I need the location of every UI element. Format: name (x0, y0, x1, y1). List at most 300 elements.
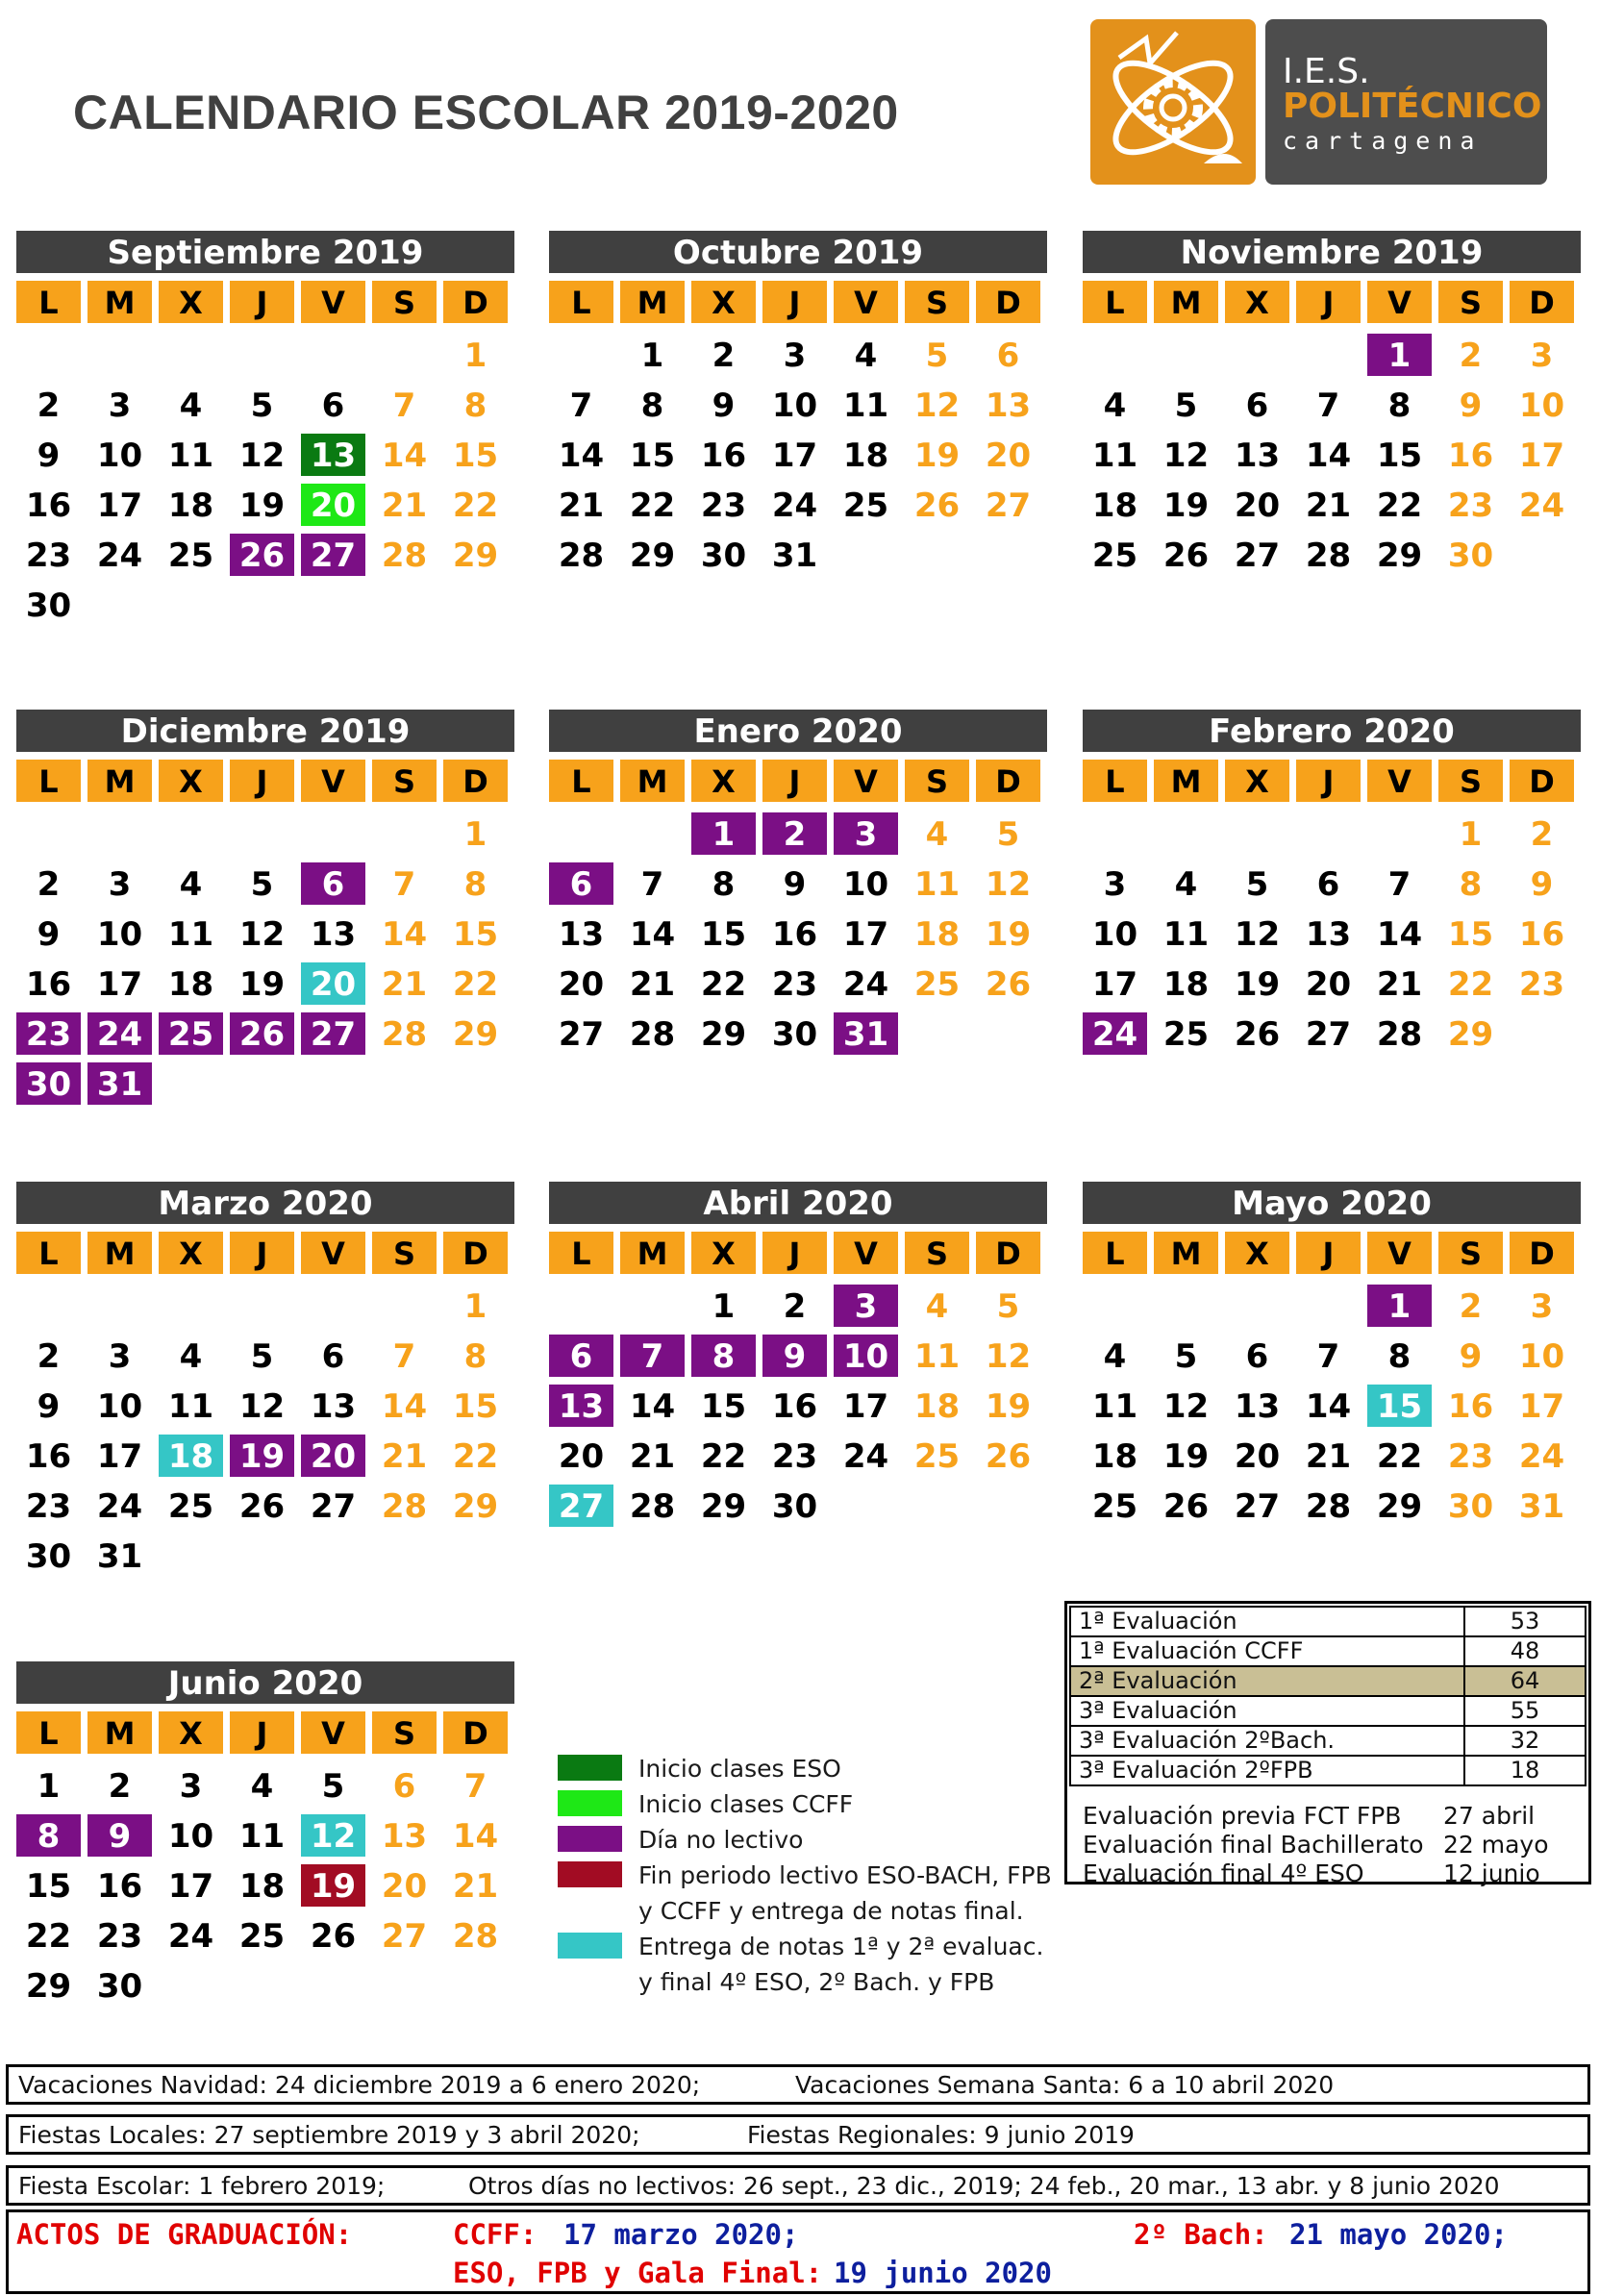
calendar-day: 26 (1162, 1487, 1210, 1526)
calendar-day: 6 (549, 862, 613, 905)
calendar-day: 7 (1387, 865, 1412, 904)
calendar-empty-cell (159, 1964, 223, 2007)
evaluation-summary (1064, 1601, 1591, 1887)
calendar-day: 21 (558, 487, 605, 525)
calendar-day: 22 (700, 1437, 747, 1476)
calendar-day: 14 (629, 1387, 676, 1426)
calendar-day: 13 (310, 1387, 357, 1426)
evaluation-notes (1083, 1802, 1583, 1888)
weekday-label: X (159, 1711, 223, 1754)
calendar-day: 24 (842, 1437, 889, 1476)
calendar-empty-cell (16, 334, 81, 376)
calendar-day: 11 (1162, 915, 1210, 954)
calendar-day: 23 (96, 1917, 143, 1956)
weekday-label: V (834, 281, 898, 323)
month-days (1083, 331, 1581, 581)
calendar-day: 1 (463, 1287, 487, 1326)
month-calendar (1083, 231, 1581, 581)
calendar-day: 9 (1459, 387, 1483, 425)
calendar-week (16, 1282, 514, 1332)
calendar-empty-cell (1154, 812, 1218, 855)
weekday-label: S (372, 1711, 437, 1754)
calendar-day: 21 (1305, 487, 1352, 525)
calendar-day: 14 (1305, 437, 1352, 475)
calendar-day: 15 (629, 437, 676, 475)
calendar-week (549, 381, 1047, 431)
calendar-week (1083, 810, 1581, 860)
calendar-day: 29 (629, 537, 676, 575)
calendar-day: 20 (1234, 487, 1281, 525)
weekday-label: V (834, 1232, 898, 1274)
calendar-day: 24 (167, 1917, 214, 1956)
calendar-day: 2 (783, 1287, 807, 1326)
calendar-day: 19 (913, 437, 961, 475)
calendar-week (1083, 1282, 1581, 1332)
calendar-day: 21 (1376, 965, 1423, 1004)
calendar-week (549, 810, 1047, 860)
calendar-day: 3 (108, 865, 132, 904)
month-days (16, 810, 514, 1110)
calendar-day: 27 (1305, 1015, 1352, 1054)
calendar-day: 25 (167, 1487, 214, 1526)
calendar-day: 1 (37, 1767, 61, 1806)
evaluation-days: 53 (1464, 1607, 1586, 1636)
month-calendar (1083, 1182, 1581, 1532)
calendar-day: 14 (381, 1387, 428, 1426)
otros-dias-no-lectivos: Otros días no lectivos: 26 sept., 23 dic., 2019; 24 feb., 20 mar., 13 abr. y 8 junio 2020 (468, 2172, 1500, 2200)
calendar-day: 11 (913, 1337, 961, 1376)
month-days (16, 1282, 514, 1582)
graduation-eso-date: 19 junio 2020 (834, 2257, 1052, 2289)
calendar-day: 13 (381, 1817, 428, 1856)
month-calendar (549, 231, 1047, 581)
graduation-bach-label: 2º Bach: (1134, 2218, 1268, 2251)
calendar-day: 14 (629, 915, 676, 954)
calendar-week (16, 381, 514, 431)
calendar-day: 15 (452, 1387, 499, 1426)
calendar-empty-cell (159, 1535, 223, 1577)
calendar-week (1083, 331, 1581, 381)
calendar-day: 6 (1316, 865, 1340, 904)
calendar-day: 22 (1376, 1437, 1423, 1476)
calendar-day: 6 (301, 862, 365, 905)
calendar-day: 22 (1376, 487, 1423, 525)
calendar-week (16, 531, 514, 581)
calendar-empty-cell (372, 584, 437, 626)
weekday-label: V (834, 760, 898, 802)
calendar-day: 10 (1518, 1337, 1565, 1376)
calendar-day: 21 (381, 1437, 428, 1476)
calendar-week (1083, 910, 1581, 960)
month-title: Enero 2020 (549, 710, 1047, 752)
weekday-label: X (1225, 760, 1289, 802)
calendar-empty-cell (1083, 1285, 1147, 1327)
calendar-day: 9 (1530, 865, 1554, 904)
calendar-day: 12 (238, 437, 286, 475)
calendar-day: 4 (925, 815, 949, 854)
calendar-day: 16 (700, 437, 747, 475)
calendar-day: 15 (700, 915, 747, 954)
calendar-day: 3 (834, 812, 898, 855)
calendar-day: 10 (96, 915, 143, 954)
weekday-label: X (159, 760, 223, 802)
calendar-empty-cell (834, 1485, 898, 1527)
calendar-week (1083, 1382, 1581, 1432)
evaluation-note (1083, 1859, 1583, 1888)
calendar-empty-cell (620, 812, 685, 855)
calendar-day: 6 (549, 1335, 613, 1377)
weekday-label: D (976, 281, 1040, 323)
calendar-day: 28 (629, 1015, 676, 1054)
calendar-day: 13 (310, 915, 357, 954)
month-title: Noviembre 2019 (1083, 231, 1581, 273)
calendar-empty-cell (1296, 334, 1361, 376)
calendar-week (16, 431, 514, 481)
calendar-day: 2 (712, 337, 736, 375)
weekday-label: M (1154, 281, 1218, 323)
logo-emblem-icon (1090, 19, 1256, 185)
weekday-header (1083, 281, 1581, 323)
weekday-label: S (1438, 760, 1503, 802)
calendar-day: 11 (167, 1387, 214, 1426)
calendar-day: 25 (842, 487, 889, 525)
calendar-week (16, 860, 514, 910)
month-days (1083, 1282, 1581, 1532)
calendar-day: 12 (238, 915, 286, 954)
calendar-day: 18 (1162, 965, 1210, 1004)
calendar-day: 10 (834, 1335, 898, 1377)
calendar-day: 17 (96, 1437, 143, 1476)
calendar-empty-cell (159, 812, 223, 855)
calendar-day: 28 (1376, 1015, 1423, 1054)
calendar-empty-cell (1154, 1285, 1218, 1327)
calendar-week (1083, 1432, 1581, 1482)
calendar-day: 20 (301, 484, 365, 526)
calendar-week (16, 1861, 514, 1911)
calendar-empty-cell (1083, 812, 1147, 855)
calendar-week (16, 1961, 514, 2011)
calendar-day: 19 (1234, 965, 1281, 1004)
month-days (549, 810, 1047, 1060)
calendar-day: 9 (37, 437, 61, 475)
calendar-day: 26 (913, 487, 961, 525)
calendar-day: 18 (913, 915, 961, 954)
month-calendar (16, 231, 514, 631)
calendar-week (16, 581, 514, 631)
calendar-day: 22 (700, 965, 747, 1004)
weekday-label: M (87, 1232, 152, 1274)
calendar-empty-cell (1510, 534, 1574, 576)
calendar-day: 12 (1234, 915, 1281, 954)
month-days (16, 1761, 514, 2011)
weekday-label: S (1438, 281, 1503, 323)
calendar-day: 25 (913, 965, 961, 1004)
holidays-box (6, 2064, 1590, 2105)
calendar-week (16, 810, 514, 860)
calendar-day: 15 (1376, 437, 1423, 475)
calendar-day: 5 (1245, 865, 1269, 904)
weekday-label: L (549, 281, 613, 323)
calendar-day: 23 (16, 1012, 81, 1055)
weekday-header (549, 760, 1047, 802)
calendar-day: 19 (1162, 487, 1210, 525)
calendar-day: 4 (854, 337, 878, 375)
calendar-day: 30 (96, 1967, 143, 2006)
calendar-day: 15 (452, 915, 499, 954)
calendar-day: 9 (1459, 1337, 1483, 1376)
calendar-day: 26 (1162, 537, 1210, 575)
calendar-day: 14 (452, 1817, 499, 1856)
evaluation-row (1070, 1636, 1586, 1666)
calendar-empty-cell (159, 334, 223, 376)
calendar-day: 10 (96, 437, 143, 475)
evaluation-label: 1ª Evaluación (1070, 1607, 1464, 1636)
weekday-header (16, 281, 514, 323)
calendar-day: 13 (1234, 437, 1281, 475)
weekday-label: X (691, 281, 756, 323)
weekday-label: M (87, 760, 152, 802)
calendar-day: 18 (159, 1435, 223, 1477)
calendar-day: 2 (762, 812, 827, 855)
calendar-day: 25 (913, 1437, 961, 1476)
calendar-day: 17 (771, 437, 818, 475)
calendar-day: 3 (108, 387, 132, 425)
calendar-day: 20 (558, 965, 605, 1004)
weekday-label: V (1367, 281, 1432, 323)
weekday-label: M (620, 1232, 685, 1274)
calendar-day: 1 (640, 337, 664, 375)
calendar-day: 25 (159, 1012, 223, 1055)
weekday-label: M (87, 281, 152, 323)
weekday-label: S (372, 1232, 437, 1274)
evaluation-days: 64 (1464, 1666, 1586, 1696)
calendar-day: 30 (771, 1487, 818, 1526)
weekday-label: J (230, 1232, 294, 1274)
fiestas-regionales: Fiestas Regionales: 9 junio 2019 (747, 2121, 1135, 2149)
weekday-label: D (976, 760, 1040, 802)
calendar-day: 19 (301, 1864, 365, 1907)
calendar-empty-cell (834, 534, 898, 576)
calendar-day: 2 (37, 1337, 61, 1376)
calendar-day: 22 (1447, 965, 1494, 1004)
calendar-day: 14 (1376, 915, 1423, 954)
calendar-empty-cell (159, 1062, 223, 1105)
calendar-day: 29 (452, 1015, 499, 1054)
calendar-day: 27 (985, 487, 1032, 525)
calendar-day: 31 (834, 1012, 898, 1055)
calendar-day: 3 (179, 1767, 203, 1806)
calendar-day: 7 (1316, 1337, 1340, 1376)
calendar-day: 27 (301, 534, 365, 576)
calendar-day: 12 (913, 387, 961, 425)
calendar-day: 19 (230, 1435, 294, 1477)
graduation-ccff-label: CCFF: (453, 2218, 537, 2251)
weekday-label: M (1154, 760, 1218, 802)
calendar-week (16, 1761, 514, 1811)
calendar-day: 3 (1103, 865, 1127, 904)
weekday-label: J (1296, 760, 1361, 802)
calendar-day: 5 (250, 387, 274, 425)
calendar-day: 13 (1305, 915, 1352, 954)
calendar-day: 21 (629, 965, 676, 1004)
calendar-day: 24 (96, 537, 143, 575)
calendar-day: 9 (712, 387, 736, 425)
calendar-day: 30 (1447, 1487, 1494, 1526)
weekday-label: L (16, 1232, 81, 1274)
calendar-day: 4 (179, 865, 203, 904)
calendar-day: 1 (1367, 1285, 1432, 1327)
calendar-day: 17 (1091, 965, 1138, 1004)
weekday-label: X (1225, 281, 1289, 323)
calendar-day: 23 (771, 965, 818, 1004)
evaluation-label: 2ª Evaluación (1070, 1666, 1464, 1696)
calendar-empty-cell (372, 1535, 437, 1577)
calendar-day: 26 (1234, 1015, 1281, 1054)
calendar-day: 16 (25, 1437, 72, 1476)
calendar-day: 12 (1162, 1387, 1210, 1426)
calendar-day: 27 (558, 1015, 605, 1054)
evaluation-days: 18 (1464, 1756, 1586, 1785)
calendar-day: 12 (301, 1814, 365, 1857)
calendar-week (1083, 381, 1581, 431)
calendar-week (16, 960, 514, 1010)
calendar-week (549, 1382, 1047, 1432)
weekday-header (16, 1711, 514, 1754)
calendar-day: 25 (1162, 1015, 1210, 1054)
calendar-day: 26 (238, 1487, 286, 1526)
evaluation-days: 48 (1464, 1636, 1586, 1666)
calendar-week (16, 331, 514, 381)
calendar-day: 16 (1447, 1387, 1494, 1426)
calendar-day: 17 (842, 1387, 889, 1426)
weekday-header (1083, 760, 1581, 802)
month-calendar (16, 1661, 514, 2011)
calendar-day: 11 (1091, 1387, 1138, 1426)
calendar-day: 24 (87, 1012, 152, 1055)
month-days (549, 331, 1047, 581)
weekday-label: M (620, 760, 685, 802)
weekday-label: D (976, 1232, 1040, 1274)
calendar-day: 17 (842, 915, 889, 954)
calendar-day: 21 (629, 1437, 676, 1476)
calendar-day: 16 (96, 1867, 143, 1906)
calendar-day: 3 (834, 1285, 898, 1327)
weekday-label: X (691, 760, 756, 802)
calendar-day: 16 (1518, 915, 1565, 954)
calendar-day: 12 (1162, 437, 1210, 475)
weekday-label: V (301, 1711, 365, 1754)
weekday-label: J (762, 760, 827, 802)
calendar-day: 3 (1530, 1287, 1554, 1326)
vacaciones-semana-santa: Vacaciones Semana Santa: 6 a 10 abril 2020 (795, 2071, 1335, 2099)
calendar-week (549, 431, 1047, 481)
calendar-day: 16 (771, 1387, 818, 1426)
calendar-day: 17 (167, 1867, 214, 1906)
calendar-day: 27 (1234, 537, 1281, 575)
calendar-week (549, 960, 1047, 1010)
calendar-day: 8 (712, 865, 736, 904)
calendar-week (16, 910, 514, 960)
calendar-day: 16 (25, 487, 72, 525)
calendar-day: 1 (463, 815, 487, 854)
calendar-empty-cell (1083, 334, 1147, 376)
calendar-day: 2 (1459, 337, 1483, 375)
weekday-label: L (1083, 281, 1147, 323)
calendar-empty-cell (372, 1964, 437, 2007)
calendar-day: 26 (985, 965, 1032, 1004)
calendar-empty-cell (230, 1062, 294, 1105)
calendar-day: 11 (167, 437, 214, 475)
logo-wordmark (1265, 19, 1547, 185)
calendar-empty-cell (1225, 1285, 1289, 1327)
calendar-day: 28 (558, 537, 605, 575)
calendar-day: 20 (301, 962, 365, 1005)
graduation-heading: ACTOS DE GRADUACIÓN: (16, 2218, 353, 2251)
calendar-day: 29 (1447, 1015, 1494, 1054)
calendar-day: 22 (452, 487, 499, 525)
calendar-week (16, 1911, 514, 1961)
legend-label: y final 4º ESO, 2º Bach. y FPB (638, 1968, 995, 1996)
calendar-empty-cell (372, 1062, 437, 1105)
calendar-day: 12 (985, 865, 1032, 904)
fiesta-escolar: Fiesta Escolar: 1 febrero 2019; (18, 2172, 386, 2200)
calendar-day: 8 (16, 1814, 81, 1857)
calendar-day: 22 (452, 1437, 499, 1476)
evaluation-note-label: Evaluación final Bachillerato (1083, 1831, 1424, 1859)
calendar-week (1083, 531, 1581, 581)
evaluation-table (1069, 1606, 1587, 1786)
calendar-day: 7 (1316, 387, 1340, 425)
calendar-day: 7 (569, 387, 593, 425)
graduation-ccff-date: 17 marzo 2020; (563, 2218, 799, 2251)
calendar-day: 31 (87, 1062, 152, 1105)
calendar-empty-cell (230, 334, 294, 376)
weekday-label: J (230, 1711, 294, 1754)
evaluation-row (1070, 1607, 1586, 1636)
weekday-label: L (1083, 1232, 1147, 1274)
calendar-day: 15 (25, 1867, 72, 1906)
legend-swatch (558, 1790, 622, 1816)
calendar-day: 13 (1234, 1387, 1281, 1426)
weekday-label: V (1367, 760, 1432, 802)
weekday-label: S (1438, 1232, 1503, 1274)
calendar-day: 30 (25, 1537, 72, 1576)
calendar-empty-cell (1510, 1012, 1574, 1055)
calendar-day: 15 (1367, 1385, 1432, 1427)
weekday-label: M (1154, 1232, 1218, 1274)
calendar-day: 29 (1376, 537, 1423, 575)
calendar-week (549, 1432, 1047, 1482)
calendar-day: 9 (762, 1335, 827, 1377)
calendar-day: 18 (167, 487, 214, 525)
calendar-day: 31 (96, 1537, 143, 1576)
calendar-day: 1 (463, 337, 487, 375)
month-title: Abril 2020 (549, 1182, 1047, 1224)
weekday-label: D (443, 1711, 508, 1754)
calendar-day: 2 (37, 865, 61, 904)
calendar-empty-cell (230, 584, 294, 626)
calendar-empty-cell (976, 1012, 1040, 1055)
calendar-empty-cell (87, 334, 152, 376)
calendar-day: 29 (700, 1487, 747, 1526)
calendar-empty-cell (230, 1535, 294, 1577)
calendar-day: 20 (985, 437, 1032, 475)
calendar-empty-cell (549, 1285, 613, 1327)
calendar-day: 9 (37, 915, 61, 954)
month-calendar (16, 1182, 514, 1582)
weekday-label: M (620, 281, 685, 323)
calendar-day: 16 (25, 965, 72, 1004)
